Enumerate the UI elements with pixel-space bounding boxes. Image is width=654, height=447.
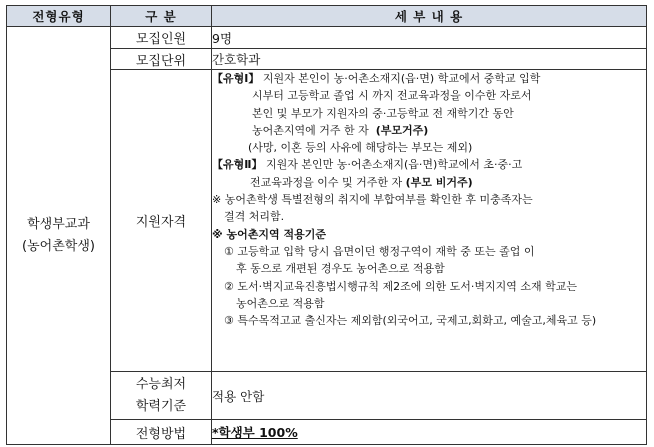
admission-type-name: 학생부교과 [27, 216, 90, 232]
type1-line2: 시부터 고등학교 졸업 시 까지 전교육과정을 이수한 자로서 [252, 89, 532, 103]
csat-value: 적용 안함 [212, 372, 647, 420]
qualification-details [212, 70, 647, 372]
criteria-title: ※ 농어촌지역 적용기준 [212, 227, 326, 241]
recruit-unit-value: 간호학과 [212, 49, 647, 70]
type1-line1: 【유형Ⅰ】 지원자 본인이 농·어촌소재지(읍·면) 학교에서 중학교 입학 [212, 72, 541, 85]
type1-line3: 본인 및 부모가 지원자의 중·고등학교 전 재학기간 동안 [252, 106, 514, 120]
header-row [7, 6, 647, 27]
criteria-1a: ① 고등학교 입학 당시 읍면이던 행정구역이 재학 중 또는 졸업 이 [224, 244, 535, 258]
header-category: 구 분 [111, 6, 212, 27]
type2-line2: 전교육과정을 이수 및 거주한 자 (부모 비거주) [250, 175, 473, 189]
type1-line4: 농어촌지역에 거주 한 자 (부모거주) [252, 123, 429, 137]
criteria-2b: 농어촌으로 적용함 [236, 296, 325, 310]
admission-type-cell [7, 27, 111, 445]
type1-tag: 【유형Ⅰ】 [212, 72, 260, 85]
method-value: *학생부 100% [212, 420, 647, 445]
criteria-3: ③ 특수목적고교 출신자는 제외함(외국어고, 국제고,회화고, 예술고,체육고 등) [224, 314, 597, 328]
criteria-2a: ② 도서·벽지교육진흥법시행규칙 제2조에 의한 도서·벽지지역 소재 학교는 [224, 279, 577, 293]
note-line2: 결격 처리함. [224, 210, 285, 224]
type2-condition: (부모 비거주) [405, 175, 473, 189]
recruit-unit-label: 모집단위 [111, 49, 212, 70]
qualification-label: 지원자격 [111, 70, 212, 372]
admission-type-sub: (농어촌학생) [22, 238, 95, 254]
method-label: 전형방법 [111, 420, 212, 445]
header-type: 전형유형 [7, 6, 111, 27]
row-recruit-count [7, 27, 647, 49]
recruit-count-value: 9명 [212, 27, 647, 49]
criteria-1b: 후 동으로 개편된 경우도 농어촌으로 적용함 [236, 262, 445, 276]
csat-label: 수능최저 학력기준 [111, 372, 212, 420]
note-line1: ※ 농어촌학생 특별전형의 취지에 부합여부를 확인한 후 미충족자는 [212, 193, 533, 207]
type2-line1: 【유형Ⅱ】 지원자 본인만 농·어촌소재지(읍·면)학교에서 초·중·고 [212, 158, 523, 172]
header-details: 세 부 내 용 [212, 6, 647, 27]
admission-table [6, 5, 647, 445]
type1-condition: (부모거주) [375, 123, 429, 137]
type1-line5: (사망, 이혼 등의 사유에 해당하는 부모는 제외) [248, 141, 473, 155]
type2-tag: 【유형Ⅱ】 [212, 158, 263, 172]
recruit-count-label: 모집인원 [111, 27, 212, 49]
